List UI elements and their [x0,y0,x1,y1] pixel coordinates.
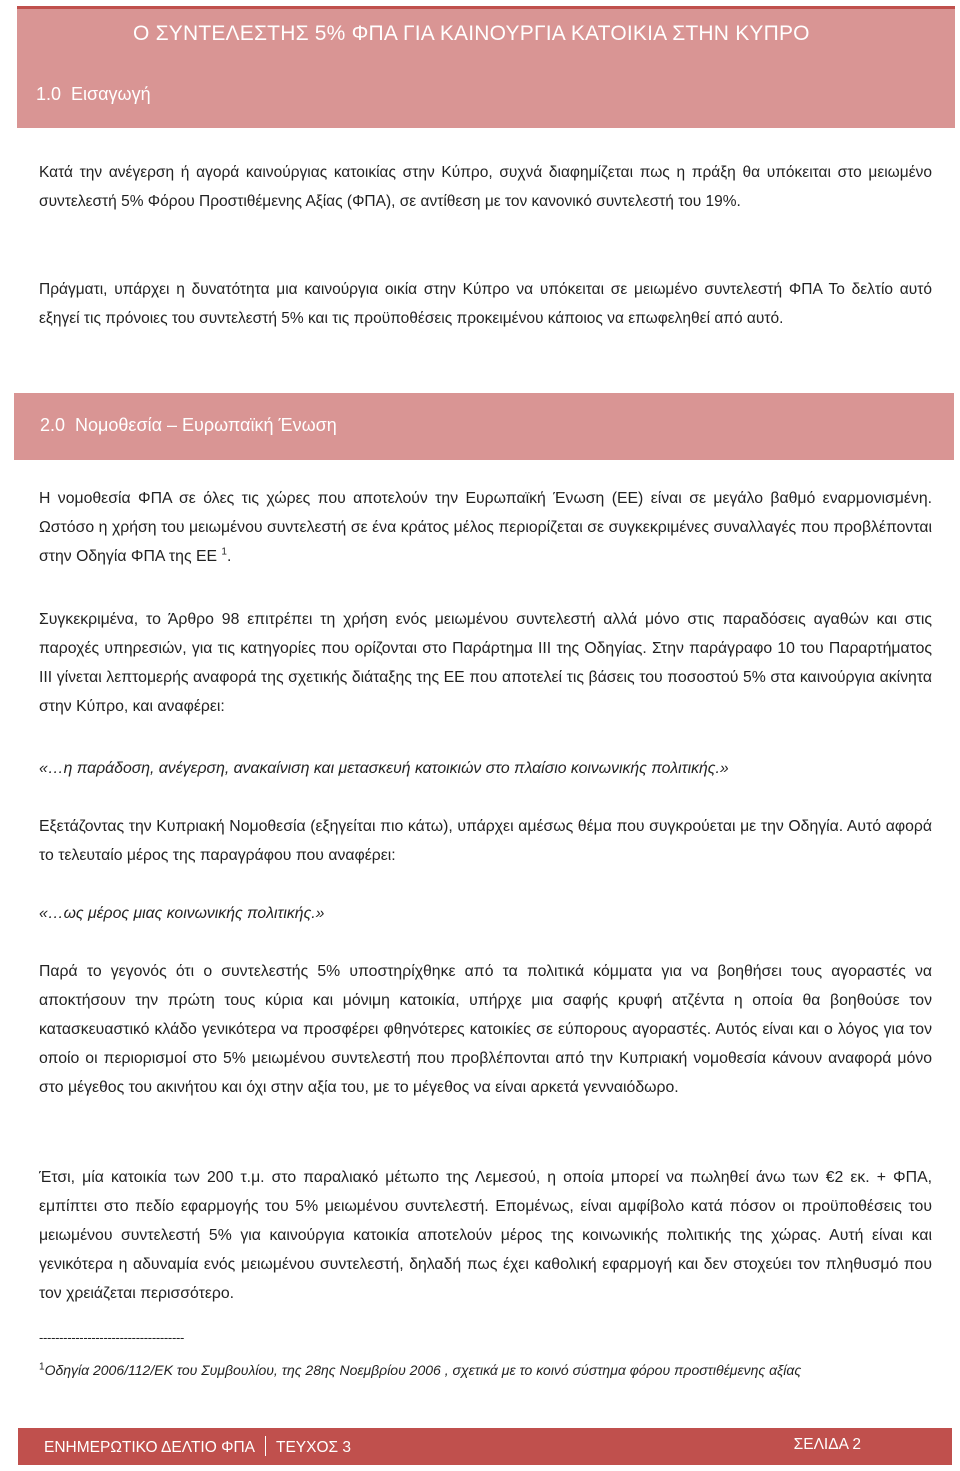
section-number: 2.0 [40,415,66,435]
footnote-reference-tail: . [226,548,232,565]
quote-paragraph [39,754,932,783]
footnote [39,1356,919,1384]
document-title: Ο ΣΥΝΤΕΛΕΣΤΗΣ 5% ΦΠΑ ΓΙΑ ΚΑΙΝΟΥΡΓΙΑ ΚΑΤΟΙΚΙΑ ΣΤΗΝ ΚΥΠΡΟ [133,22,810,45]
footnote-reference: 1 [221,546,227,558]
paragraph: Παρά το γεγονός ότι ο συντελεστής 5% υποστηρίχθηκε από τα πολιτικά κόμματα για να βοηθήσει τους αγοραστές να αποκτήσουν την πρώτη τους κύρια και μόνιμη κατοικία, υπήρχε μια σαφής κρυφή ατζέντα η οποία θα βοηθούσε τον κατασκευαστικό κλάδο γενικότερα να προσφέρει φθηνότερες κατοικίες σε εύπορους αγοραστές. Αυτός είναι και ο λόγος για τον οποίο οι περιορισμοί στο 5% μειωμένου συντελεστή που προβλέπονται από την Κυπριακή νομοθεσία κάνουν αναφορά μόνο στο μέγεθος του ακινήτου και όχι στην αξία του, με το μέγεθος να είναι αρκετά γενναιόδωρο. [39,963,932,1096]
paragraph: Συγκεκριμένα, το Άρθρο 98 επιτρέπει τη χρήση ενός μειωμένου συντελεστή αλλά μόνο στις παραδόσεις αγαθών και στις παροχές υπηρεσιών, για τις κατηγορίες που ορίζονται στο Παράρτημα ΙΙΙ της Οδηγίας. Στην παράγραφο 10 του Παραρτήματος ΙΙΙ γίνεται λεπτομερής αναφορά της σχετικής διάταξης της ΕΕ που αποτελεί τις βάσεις του ποσοστού 5% στα καινούργια ακίνητα στην Κύπρο, και αναφέρει: [39,611,932,715]
quote-text: «…η παράδοση, ανέγερση, ανακαίνιση και μετασκευή κατοικιών στο πλαίσιο κοινωνικής πολιτικής.» [39,760,729,777]
section-title: Νομοθεσία – Ευρωπαϊκή Ένωση [75,415,337,435]
paragraph: Κατά την ανέγερση ή αγορά καινούργιας κατοικίας στην Κύπρο, συχνά διαφημίζεται πως η πράξη θα υπόκειται στο μειωμένο συντελεστή 5% Φόρου Προστιθέμενης Αξίας (ΦΠΑ), σε αντίθεση με τον κανονικό συντελεστή του 19%. [39,164,932,210]
paragraph: Πράγματι, υπάρχει η δυνατότητα μια καινούργια οικία στην Κύπρο να υπόκειται σε μειωμένο συντελεστή ΦΠΑ Το δελτίο αυτό εξηγεί τις πρόνοιες του συντελεστή 5% και τις προϋποθέσεις προκειμένου κάποιος να επωφεληθεί από αυτό. [39,281,932,327]
section-title: Εισαγωγή [71,84,151,104]
section-heading-legislation-eu [40,415,337,436]
paragraph: Έτσι, μία κατοικία των 200 τ.μ. στο παραλιακό μέτωπο της Λεμεσού, η οποία μπορεί να πωληθεί άνω των €2 εκ. + ΦΠΑ, εμπίπτει στο πεδίο εφαρμογής του 5% μειωμένου συντελεστή. Επομένως, είναι αμφίβολο κατά πόσον οι προϋποθέσεις του μειωμένου συντελεστή 5% για καινούργια κατοικία αποτελούν μέρος της κοινωνικής πολιτικής της χώρας. Αυτή είναι και γενικότερα η αδυναμία ενός μειωμένου συντελεστή, δηλαδή πως έχει καθολική εφαρμογή και δεν στοχεύει τον πληθυσμό που τον χρειάζεται περισσότερο. [39,1169,932,1302]
footer-publication [44,1436,351,1457]
footnote-separator: ------------------------------------ [39,1330,185,1345]
footer-divider [265,1436,266,1456]
paragraph: Εξετάζοντας την Κυπριακή Νομοθεσία (εξηγείται πιο κάτω), υπάρχει αμέσως θέμα που συγκρούεται με την Οδηγία. Αυτό αφορά το τελευταίο μέρος της παραγράφου που αναφέρει: [39,818,932,864]
footnote-marker: 1 [39,1361,45,1373]
issue-number: ΤΕΥΧΟΣ 3 [275,1439,352,1456]
footnote-text: Οδηγία 2006/112/ΕΚ του Συμβουλίου, της 28ης Νοεμβρίου 2006 , σχετικά με το κοινό σύστημα φόρου προστιθέμενης αξίας [44,1362,802,1378]
paragraph-text: Η νομοθεσία ΦΠΑ σε όλες τις χώρες που αποτελούν την Ευρωπαϊκή Ένωση (ΕΕ) είναι σε μεγάλο βαθμό εναρμονισμένη. Ωστόσο η χρήση του μειωμένου συντελεστή σε ένα κράτος μέλος περιορίζεται σε συγκεκριμένες συναλλαγές που προβλέπονται στην Οδηγία ΦΠΑ της ΕΕ [39,490,932,565]
page-number: ΣΕΛΙΔΑ 2 [793,1436,861,1453]
quote-text: «…ως μέρος μιας κοινωνικής πολιτικής.» [39,905,325,922]
section-heading-introduction [36,84,151,105]
publication-name: ΕΝΗΜΕΡΩΤΙΚΟ ΔΕΛΤΙΟ ΦΠΑ [44,1439,255,1456]
section-number: 1.0 [36,84,62,104]
quote-paragraph [39,899,932,928]
paragraph [39,484,932,571]
